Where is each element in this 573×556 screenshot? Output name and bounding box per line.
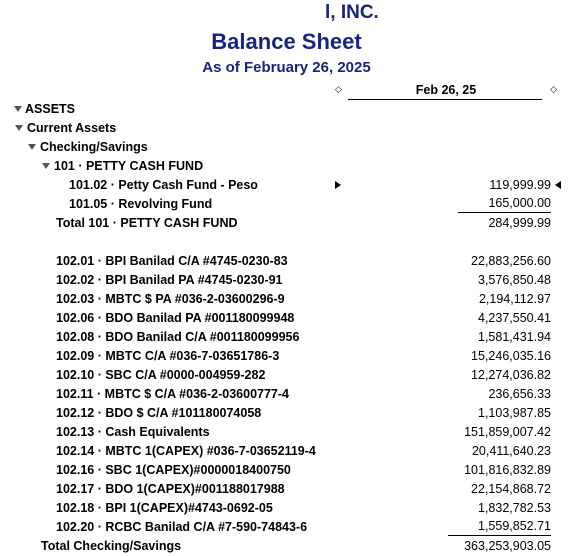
row-amount: 1,559,852.71 [448,518,551,536]
row-label: 101.05 · Revolving Fund [69,197,213,211]
collapse-triangle-icon[interactable] [28,144,36,150]
row-label: 102.10 · SBC C/A #0000-004959-282 [56,368,266,382]
row-account[interactable] [0,309,573,328]
row-amount: 363,253,903.05 [464,539,551,553]
row-label: 102.06 · BDO Banilad PA #001180099948 [56,311,295,325]
row-label: 102.02 · BPI Banilad PA #4745-0230-91 [56,273,283,287]
row-amount: 284,999.99 [488,216,551,230]
row-account[interactable] [0,252,573,271]
row-account[interactable] [0,442,573,461]
column-resize-right-icon[interactable]: ◇ [550,84,557,94]
row-amount: 151,859,007.42 [464,425,551,439]
row-label: 102.13 · Cash Equivalents [56,425,210,439]
row-amount: 1,832,782.53 [478,501,551,515]
row-label: 102.16 · SBC 1(CAPEX)#0000018400750 [56,463,291,477]
row-label: 102.11 · MBTC $ C/A #036-2-03600777-4 [56,387,290,401]
row-petty-cash-fund[interactable] [0,157,573,176]
row-account[interactable] [0,423,573,442]
row-label: Current Assets [27,121,117,135]
row-total-checking-savings[interactable] [0,537,573,556]
row-amount: 119,999.99 [489,178,551,192]
row-label: 102.14 · MBTC 1(CAPEX) #036-7-03652119-4 [56,444,316,458]
row-total-petty-cash[interactable] [0,214,573,233]
row-amount: 165,000.00 [458,195,551,213]
collapse-triangle-icon[interactable] [15,125,23,131]
row-amount: 3,576,850.48 [478,273,551,287]
row-label: 102.20 · RCBC Banilad C/A #7-590-74843-6 [56,520,308,534]
row-account[interactable] [0,176,573,195]
row-account[interactable] [0,328,573,347]
row-account[interactable] [0,195,573,214]
row-pointer-right-icon [335,181,341,189]
report-title: Balance Sheet [211,29,362,54]
row-amount: 2,194,112.97 [478,292,551,306]
row-label: 101 · PETTY CASH FUND [54,159,204,173]
row-amount: 101,816,832.89 [464,463,551,477]
row-label: 102.18 · BPI 1(CAPEX)#4743-0692-05 [56,501,273,515]
row-account[interactable] [0,271,573,290]
row-amount: 22,154,868.72 [471,482,551,496]
row-amount: 15,246,035.16 [471,349,551,363]
row-label: 102.12 · BDO $ C/A #101180074058 [56,406,262,420]
collapse-triangle-icon[interactable] [42,163,50,169]
row-amount: 1,581,431.94 [478,330,551,344]
row-account[interactable] [0,385,573,404]
row-checking-savings[interactable] [0,138,573,157]
row-amount: 20,411,640.23 [471,444,551,458]
report-date: As of February 26, 2025 [202,59,371,76]
row-current-assets[interactable] [0,119,573,138]
row-account[interactable] [0,480,573,499]
row-account[interactable] [0,461,573,480]
row-label: Checking/Savings [40,140,148,154]
row-label: 101.02 · Petty Cash Fund - Peso [69,178,258,192]
row-amount: 236,656.33 [488,387,551,401]
row-label: 102.09 · MBTC C/A #036-7-03651786-3 [56,349,280,363]
column-header[interactable] [335,82,557,98]
row-label: 102.03 · MBTC $ PA #036-2-03600296-9 [56,292,285,306]
row-assets[interactable] [0,100,573,119]
row-label: Total Checking/Savings [41,539,182,553]
row-amount: 1,103,987.85 [478,406,551,420]
row-amount: 22,883,256.60 [471,254,551,268]
row-amount: 4,237,550.41 [478,311,551,325]
row-amount: 12,274,036.82 [471,368,551,382]
row-label: Total 101 · PETTY CASH FUND [56,216,238,230]
row-label: 102.01 · BPI Banilad C/A #4745-0230-83 [56,254,288,268]
row-account[interactable] [0,404,573,423]
row-label: ASSETS [25,102,76,116]
company-name-text: l, INC. [325,2,379,23]
row-account[interactable] [0,347,573,366]
row-account[interactable] [0,499,573,518]
column-header-label: Feb 26, 25 [415,83,477,97]
row-account[interactable] [0,290,573,309]
row-label: 102.08 · BDO Banilad C/A #001180099956 [56,330,300,344]
collapse-triangle-icon[interactable] [14,106,22,112]
row-account[interactable] [0,366,573,385]
row-account[interactable] [0,518,573,537]
row-label: 102.17 · BDO 1(CAPEX)#001188017988 [56,482,285,496]
row-pointer-left-icon [555,181,561,189]
column-resize-left-icon[interactable]: ◇ [335,84,342,94]
